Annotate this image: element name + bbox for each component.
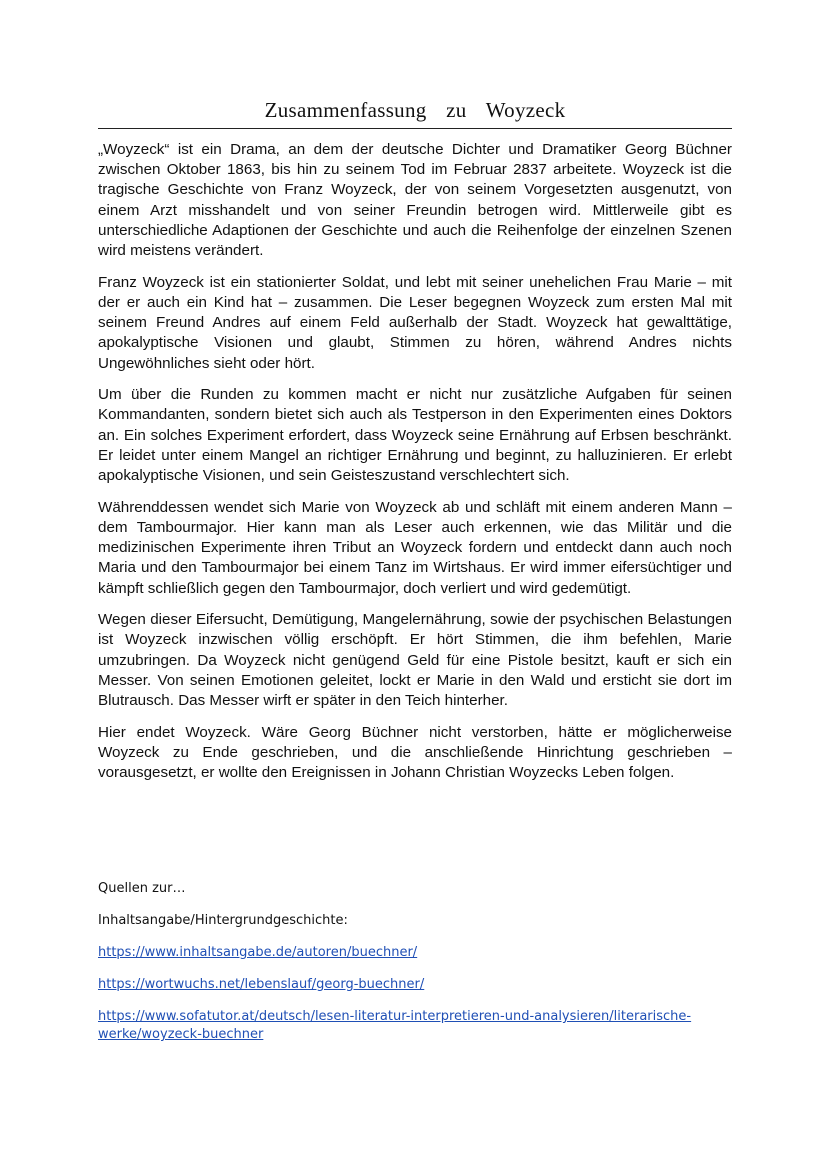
sources-section xyxy=(98,880,738,1058)
source-link-wortwuchs[interactable]: https://wortwuchs.net/lebenslauf/georg-buechner/ xyxy=(98,977,425,992)
document-body xyxy=(98,140,732,795)
paragraph-5: Wegen dieser Eifersucht, Demütigung, Mangelernährung, sowie der psychischen Belastungen ist Woyzeck inzwischen völlig erschöpft. Er hört Stimmen, die ihm befehlen, Marie umzubringen. Da Woyzeck nicht genügend Geld für eine Pistole besitzt, kauft er sich ein Messer. Von seinen Emotionen geleitet, lockt er Marie in den Wald und ersticht sie dort im Blutrausch. Das Messer wirft er später in den Teich hinterher. xyxy=(98,611,732,710)
paragraph-1: „Woyzeck“ ist ein Drama, an dem der deutsche Dichter und Dramatiker Georg Büchner zwischen Oktober 1863, bis hin zu seinem Tod im Februar 2837 arbeitete. Woyzeck ist die tragische Geschichte von Franz Woyzeck, der von seinem Vorgesetzten ausgenutzt, von einem Arzt misshandelt und von seiner Freundin betrogen wird. Mittlerweile gibt es unterschiedliche Adaptionen der Geschichte und auch die Reihenfolge der einzelnen Szenen wird meistens verändert. xyxy=(98,141,732,260)
sources-heading: Quellen zur… xyxy=(98,881,186,896)
paragraph-6: Hier endet Woyzeck. Wäre Georg Büchner nicht verstorben, hätte er möglicherweise Woyzeck zu Ende geschrieben, und die anschließende Hinrichtung geschrieben – vorausgesetzt, er wollte den Ereignissen in Johann Christian Woyzecks Leben folgen. xyxy=(98,723,732,782)
paragraph-4: Währenddessen wendet sich Marie von Woyzeck ab und schläft mit einem anderen Mann – dem Tambourmajor. Hier kann man als Leser auch erkennen, wie das Militär und die medizinischen Experimente ihren Tribut an Woyzeck fordern und entdeckt dann auch noch Maria und den Tambourmajor bei einem Tanz im Wirtshaus. Er wird immer eifersüchtiger und kämpft schließlich gegen den Tambourmajor, doch verliert und wird gedemütigt. xyxy=(98,498,732,597)
sources-subheading: Inhaltsangabe/Hintergrundgeschichte: xyxy=(98,913,348,928)
paragraph-2: Franz Woyzeck ist ein stationierter Soldat, und lebt mit seiner unehelichen Frau Marie – mit der er auch ein Kind hat – zusammen. Die Leser begegnen Woyzeck zum ersten Mal mit seinem Freund Andres auf einem Feld außerhalb der Stadt. Woyzeck hat gewalttätige, apokalyptische Visionen und glaubt, Stimmen zu hören, während Andres nichts Ungewöhnliches sieht oder hört. xyxy=(98,273,732,372)
source-link-inhaltsangabe[interactable]: https://www.inhaltsangabe.de/autoren/buechner/ xyxy=(98,945,418,960)
paragraph-3: Um über die Runden zu kommen macht er nicht nur zusätzliche Aufgaben für seinen Kommandanten, sondern bietet sich auch als Testperson in den Experimenten eines Doktors an. Ein solches Experiment erfordert, dass Woyzeck seine Ernährung auf Erbsen beschränkt. Er leidet unter einem Mangel an richtiger Ernährung und beginnt, zu halluzinieren. Er erlebt apokalyptische Visionen, und sein Geisteszustand verschlechtert sich. xyxy=(98,386,732,485)
source-link-sofatutor[interactable]: https://www.sofatutor.at/deutsch/lesen-literatur-interpretieren-und-analysieren/literarische-werke/woyzeck-buechner xyxy=(98,1009,692,1042)
title-underline xyxy=(98,128,732,129)
document-title: Zusammenfassung zu Woyzeck xyxy=(264,98,566,122)
